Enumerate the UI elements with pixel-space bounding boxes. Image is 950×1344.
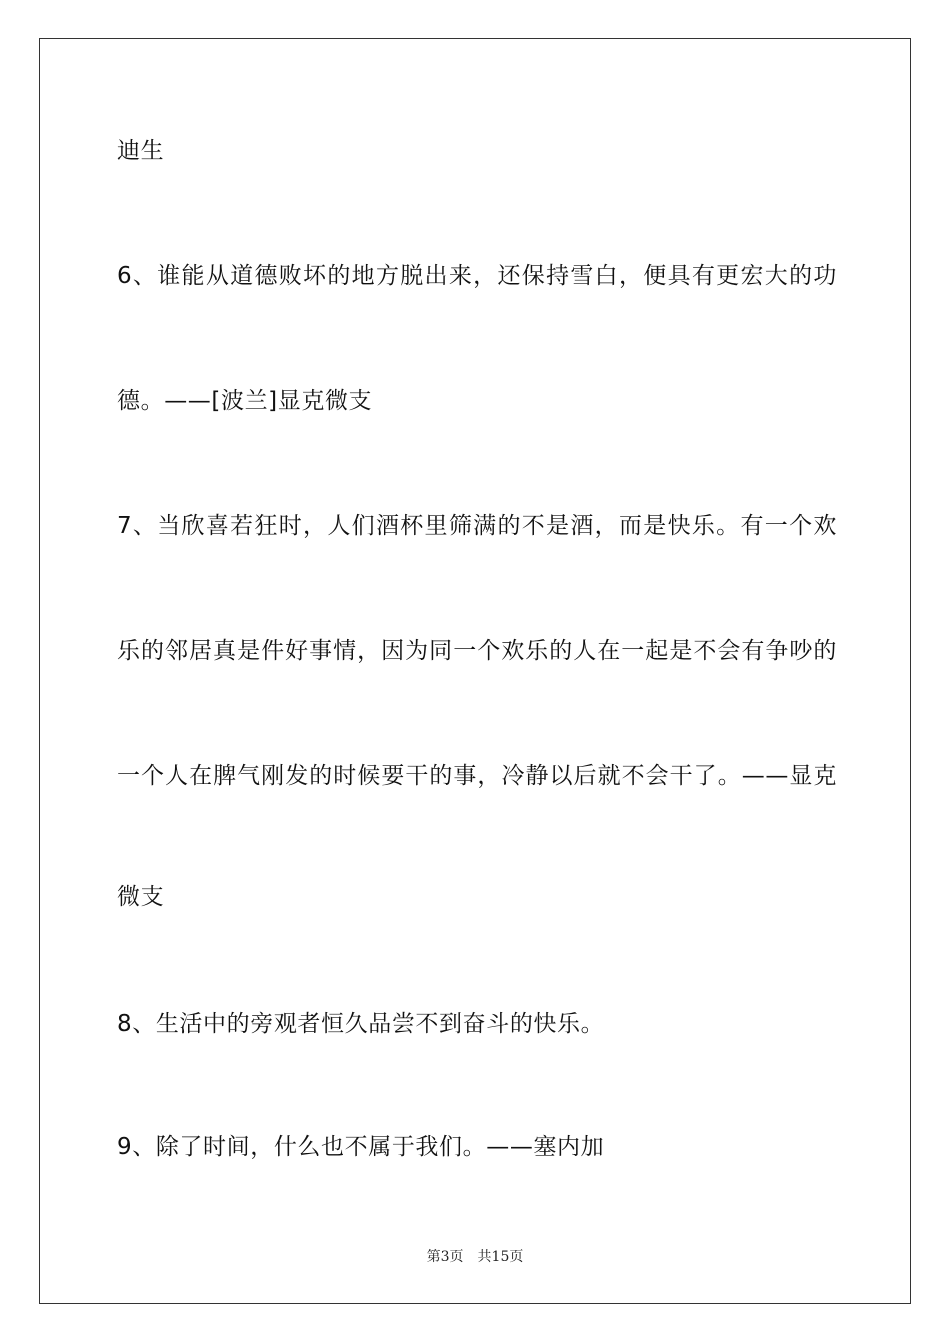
text-line-8: 8、生活中的旁观者恒久品尝不到奋斗的快乐。: [117, 1011, 605, 1037]
text-line-6: 一个人在脾气刚发的时候要干的事，冷静以后就不会干了。——显克: [117, 763, 837, 789]
text-line-5: 乐的邻居真是件好事情，因为同一个欢乐的人在一起是不会有争吵的: [117, 638, 837, 664]
text-line-1: 迪生: [117, 138, 165, 164]
text-line-2: 6、谁能从道德败坏的地方脱出来，还保持雪白，便具有更宏大的功: [117, 263, 837, 289]
page-number: 第3页: [426, 1249, 464, 1265]
page-border: [39, 38, 911, 1304]
text-line-9: 9、除了时间，什么也不属于我们。——塞内加: [117, 1134, 605, 1160]
page-total: 共15页: [477, 1249, 524, 1265]
text-line-7: 微支: [117, 884, 165, 910]
text-line-4: 7、当欣喜若狂时，人们酒杯里筛满的不是酒，而是快乐。有一个欢: [117, 513, 837, 539]
page-footer: [0, 1248, 950, 1266]
text-line-3: 德。——[波兰]显克微支: [117, 388, 373, 414]
